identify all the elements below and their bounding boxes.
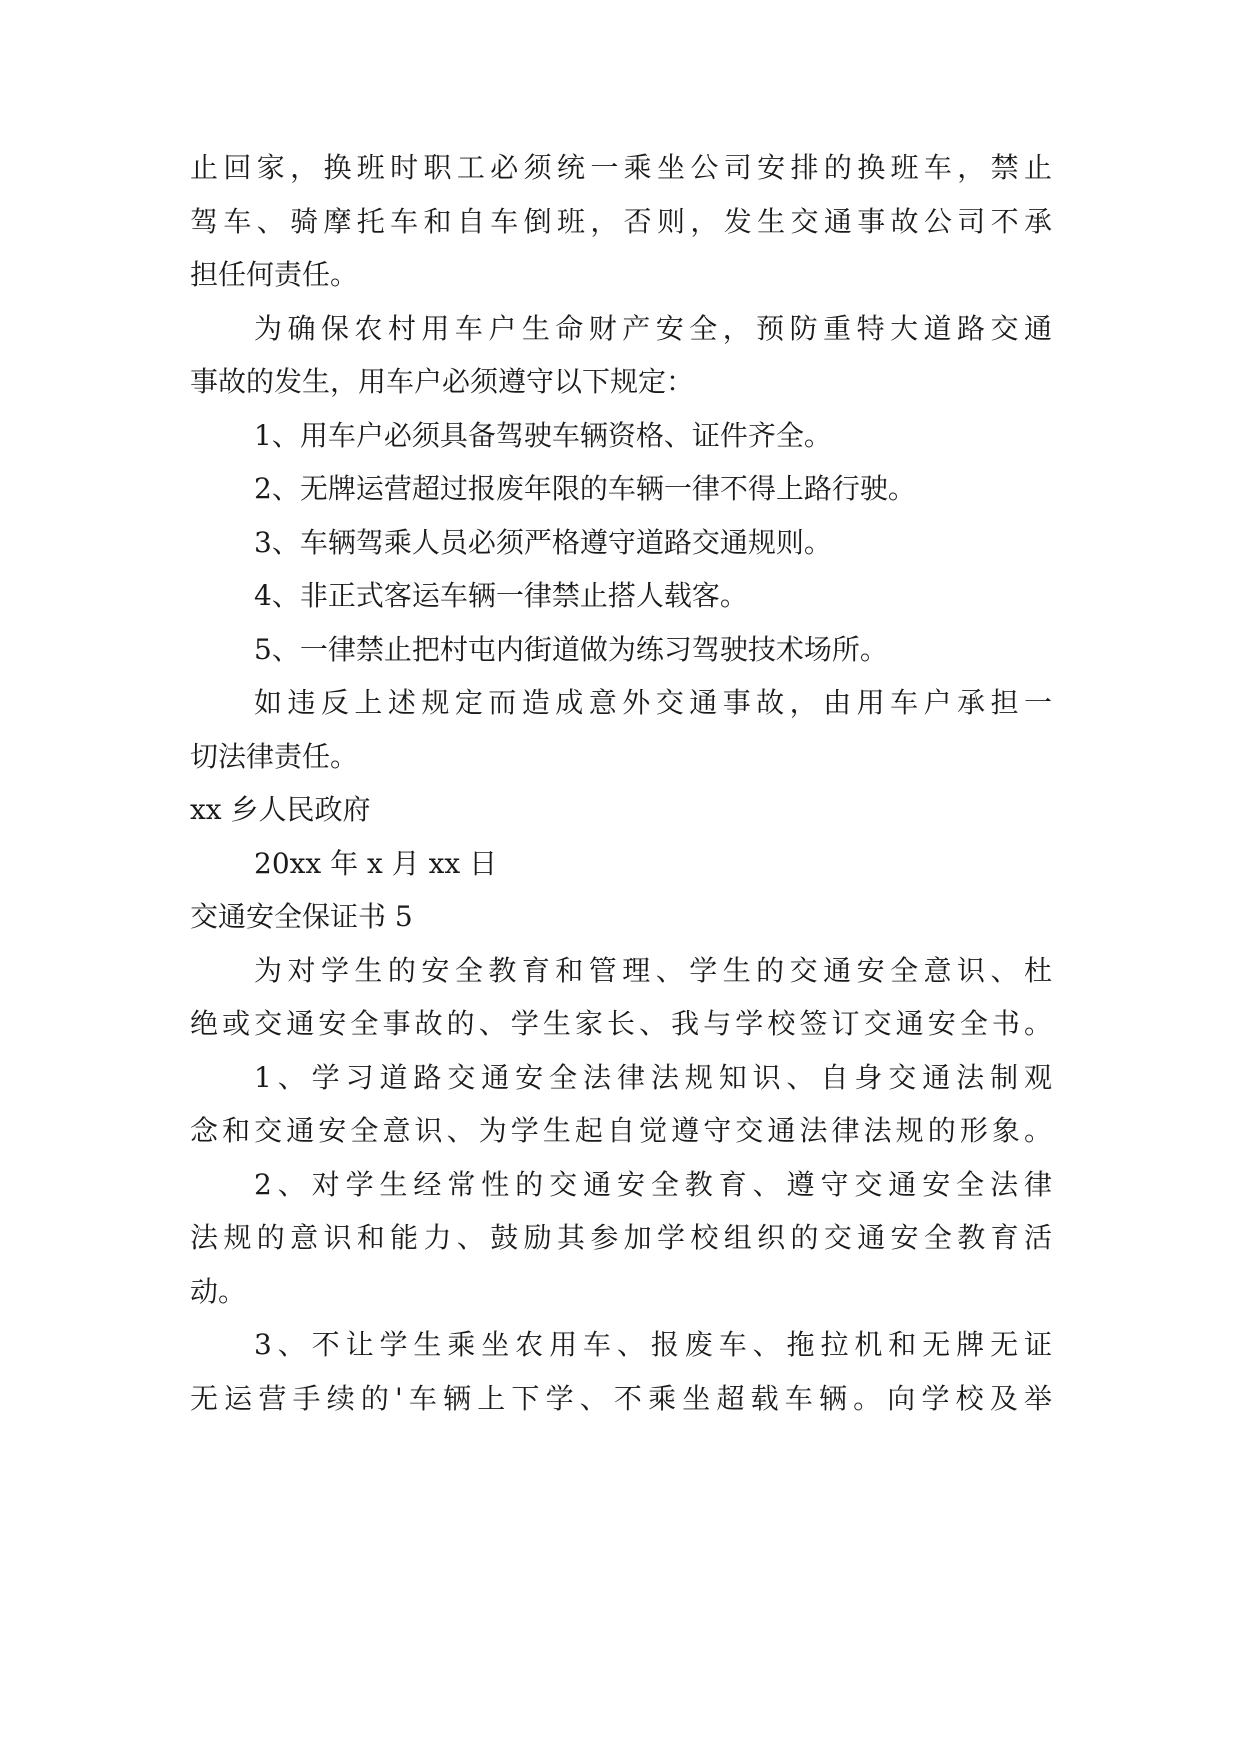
paragraph-line: 止回家，换班时职工必须统一乘坐公司安排的换班车，禁止 <box>190 151 1052 184</box>
list-item: 3、车辆驾乘人员必须严格遵守道路交通规则。 <box>254 526 832 559</box>
paragraph-line: 驾车、骑摩托车和自车倒班，否则，发生交通事故公司不承 <box>190 205 1052 238</box>
list-item: 5、一律禁止把村屯内街道做为练习驾驶技术场所。 <box>254 633 888 666</box>
section-heading: 交通安全保证书 5 <box>190 900 413 933</box>
paragraph-line: 为对学生的安全教育和管理、学生的交通安全意识、杜 <box>254 954 1052 987</box>
paragraph-line: 担任何责任。 <box>190 258 359 291</box>
paragraph-line: 3、不让学生乘坐农用车、报废车、拖拉机和无牌无证 <box>254 1328 1052 1361</box>
paragraph-line: 法规的意识和能力、鼓励其参加学校组织的交通安全教育活 <box>190 1221 1052 1254</box>
signature-date: 20xx 年 x 月 xx 日 <box>254 847 498 880</box>
paragraph-line: 绝或交通安全事故的、学生家长、我与学校签订交通安全书。 <box>190 1007 1052 1040</box>
list-item: 1、用车户必须具备驾驶车辆资格、证件齐全。 <box>254 419 832 452</box>
paragraph-line: 动。 <box>190 1275 247 1308</box>
paragraph-line: 1、学习道路交通安全法律法规知识、自身交通法制观 <box>254 1061 1052 1094</box>
list-item: 2、无牌运营超过报废年限的车辆一律不得上路行驶。 <box>254 472 916 505</box>
paragraph-line: 切法律责任。 <box>190 740 359 773</box>
paragraph-line: 无运营手续的'车辆上下学、不乘坐超载车辆。向学校及举 <box>190 1382 1052 1415</box>
paragraph-line: 念和交通安全意识、为学生起自觉遵守交通法律法规的形象。 <box>190 1114 1052 1147</box>
paragraph-line: 事故的发生，用车户必须遵守以下规定： <box>190 365 695 398</box>
paragraph-line: 2、对学生经常性的交通安全教育、遵守交通安全法律 <box>254 1168 1052 1201</box>
signature-issuer: xx 乡人民政府 <box>190 793 371 826</box>
paragraph-line: 为确保农村用车户生命财产安全，预防重特大道路交通 <box>254 312 1052 345</box>
paragraph-line: 如违反上述规定而造成意外交通事故，由用车户承担一 <box>254 686 1052 719</box>
list-item: 4、非正式客运车辆一律禁止搭人载客。 <box>254 579 748 612</box>
